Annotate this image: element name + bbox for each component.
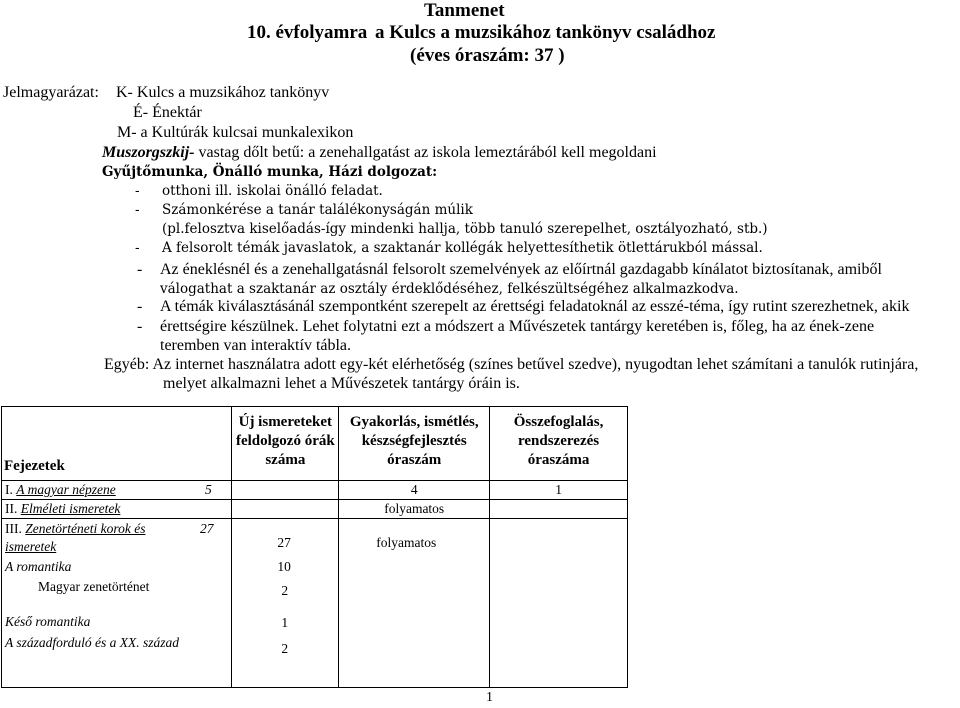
header-new-line: feldolgozó órák: [235, 433, 335, 449]
legend-muszorgszkij: [102, 144, 657, 162]
page-number: 1: [486, 690, 493, 705]
table-row: [2, 519, 628, 688]
lesson-plan-table: [1, 406, 628, 688]
subchapter-romantika: A romantika: [5, 559, 72, 574]
new-lessons-cell: [232, 481, 339, 500]
bullet-text: otthoni ill. iskolai önálló feladat.: [162, 183, 383, 199]
bullet-text: (pl.felosztva kiselőadás-így mindenki hallja, több tanuló szerepelhet, osztályozható, stb.): [162, 221, 768, 237]
bullet-dash: -: [137, 318, 143, 335]
new-lessons-romantika: 10: [277, 559, 291, 574]
header-practice: [339, 407, 490, 481]
summary-cell: 1: [490, 481, 628, 500]
subtitle-grade: 10. évfolyamra: [247, 22, 368, 43]
practice-cell: 4: [339, 481, 490, 500]
chapter-name: Zenetörténeti korok és: [25, 521, 146, 536]
header-new-line: száma: [265, 452, 306, 468]
header-practice-line: készségfejlesztés: [361, 433, 467, 449]
chapter-name: A magyar népzene: [16, 482, 116, 497]
bullet-text: érettségire készülnek. Lehet folytatni ezt a módszert a Művészetek tantárgy keretében is, főleg, ha az ének-zene: [160, 318, 875, 335]
practice-cell: folyamatos: [339, 500, 490, 519]
legend-label: Jelmagyarázat:: [3, 84, 99, 101]
annual-hours: (éves óraszám: 37 ): [410, 45, 565, 66]
chapter-cell: [2, 481, 232, 500]
document-title: Tanmenet: [424, 0, 505, 21]
chapter-name-cont: ismeretek: [5, 539, 57, 554]
table-row: [2, 500, 628, 519]
bullet-text: válogathat a szaktanár az osztály érdeklődéséhez, felkészültségéhez alkalmazkodva.: [160, 281, 739, 297]
practice-cell: [339, 519, 490, 688]
egyeb-note-cont: melyet alkalmazni lehet a Művészetek tantárgy óráin is.: [163, 375, 520, 392]
header-summary-line: rendszerezés: [518, 433, 600, 449]
chapter-roman: III.: [5, 521, 22, 536]
header-new-line: Új ismereteket: [238, 414, 333, 430]
bullet-dash: -: [135, 202, 140, 218]
bullet-dash: -: [135, 240, 140, 256]
legend-k: K- Kulcs a muzsikához tankönyv: [116, 84, 330, 101]
subchapter-magyar: Magyar zenetörténet: [38, 579, 150, 594]
bullet-text: teremben van interaktív tábla.: [160, 337, 352, 354]
chapter-roman: II.: [5, 501, 18, 516]
muszorgszkij-text: vastag dőlt betű: a zenehallgatást az iskola lemeztárából kell megoldani: [194, 144, 657, 161]
new-lessons-total: 27: [277, 535, 291, 550]
bullet-dash: -: [137, 298, 143, 315]
table-header-row: [2, 407, 628, 481]
header-new-lessons: [232, 407, 339, 481]
chapter-name-line: [5, 521, 145, 537]
legend-gyujtomunka: Gyűjtőmunka, Önálló munka, Házi dolgozat:: [102, 164, 438, 180]
muszorgszkij-term: Muszorgszkij-: [102, 144, 195, 161]
new-lessons-szazadfordulo: 2: [281, 641, 289, 656]
legend-e: É- Énektár: [133, 104, 202, 121]
new-lessons-cell: [232, 500, 339, 519]
header-chapters: Fejezetek: [2, 407, 232, 481]
subchapter-keso-romantika: Késő romantika: [5, 614, 91, 629]
chapter-total: 5: [205, 482, 212, 497]
chapter-total: 27: [200, 521, 214, 536]
summary-cell: [490, 500, 628, 519]
bullet-text: Számonkérése a tanár találékonyságán múlik: [162, 202, 473, 218]
new-lessons-cell: [232, 519, 339, 688]
table-row: [2, 481, 628, 500]
bullet-text: A témák kiválasztásánál szempontként szerepelt az érettségi feladatoknál az esszé-téma, így rutint szerezhetnek, akik: [160, 298, 910, 315]
header-summary-line: óraszáma: [527, 452, 590, 468]
bullet-dash: -: [135, 183, 140, 199]
chapter-cell: [2, 519, 232, 688]
header-practice-line: Gyakorlás, ismétlés,: [349, 414, 479, 430]
egyeb-note: Egyéb: Az internet használatra adott egy-két elérhetőség (színes betűvel szedve), nyugodtan lehet számítani a tanulók rutinjára,: [104, 356, 919, 373]
bullet-text: Az éneklésnél és a zenehallgatásnál felsorolt szemelvények az előírtnál gazdagabb kínálatot biztosítanak, amiből: [160, 261, 882, 278]
legend-m: M- a Kultúrák kulcsai munkalexikon: [117, 124, 354, 141]
new-lessons-keso: 1: [281, 615, 289, 630]
header-summary-line: Összefoglalás,: [513, 414, 604, 430]
header-practice-line: óraszám: [387, 452, 442, 468]
chapter-name: Elméleti ismeretek: [20, 501, 121, 516]
summary-cell: [490, 519, 628, 688]
bullet-dash: -: [137, 261, 143, 278]
chapter-roman: I.: [5, 482, 13, 497]
practice-value: folyamatos: [376, 535, 437, 550]
subtitle-book: a Kulcs a muzsikához tankönyv családhoz: [375, 22, 716, 43]
subchapter-szazadfordulo: A századforduló és a XX. század: [5, 635, 180, 650]
chapter-cell: [2, 500, 232, 519]
header-summary: [490, 407, 628, 481]
bullet-text: A felsorolt témák javaslatok, a szaktanár kollégák helyettesíthetik ötlettárukból mással.: [162, 240, 763, 256]
new-lessons-magyar: 2: [281, 583, 289, 598]
